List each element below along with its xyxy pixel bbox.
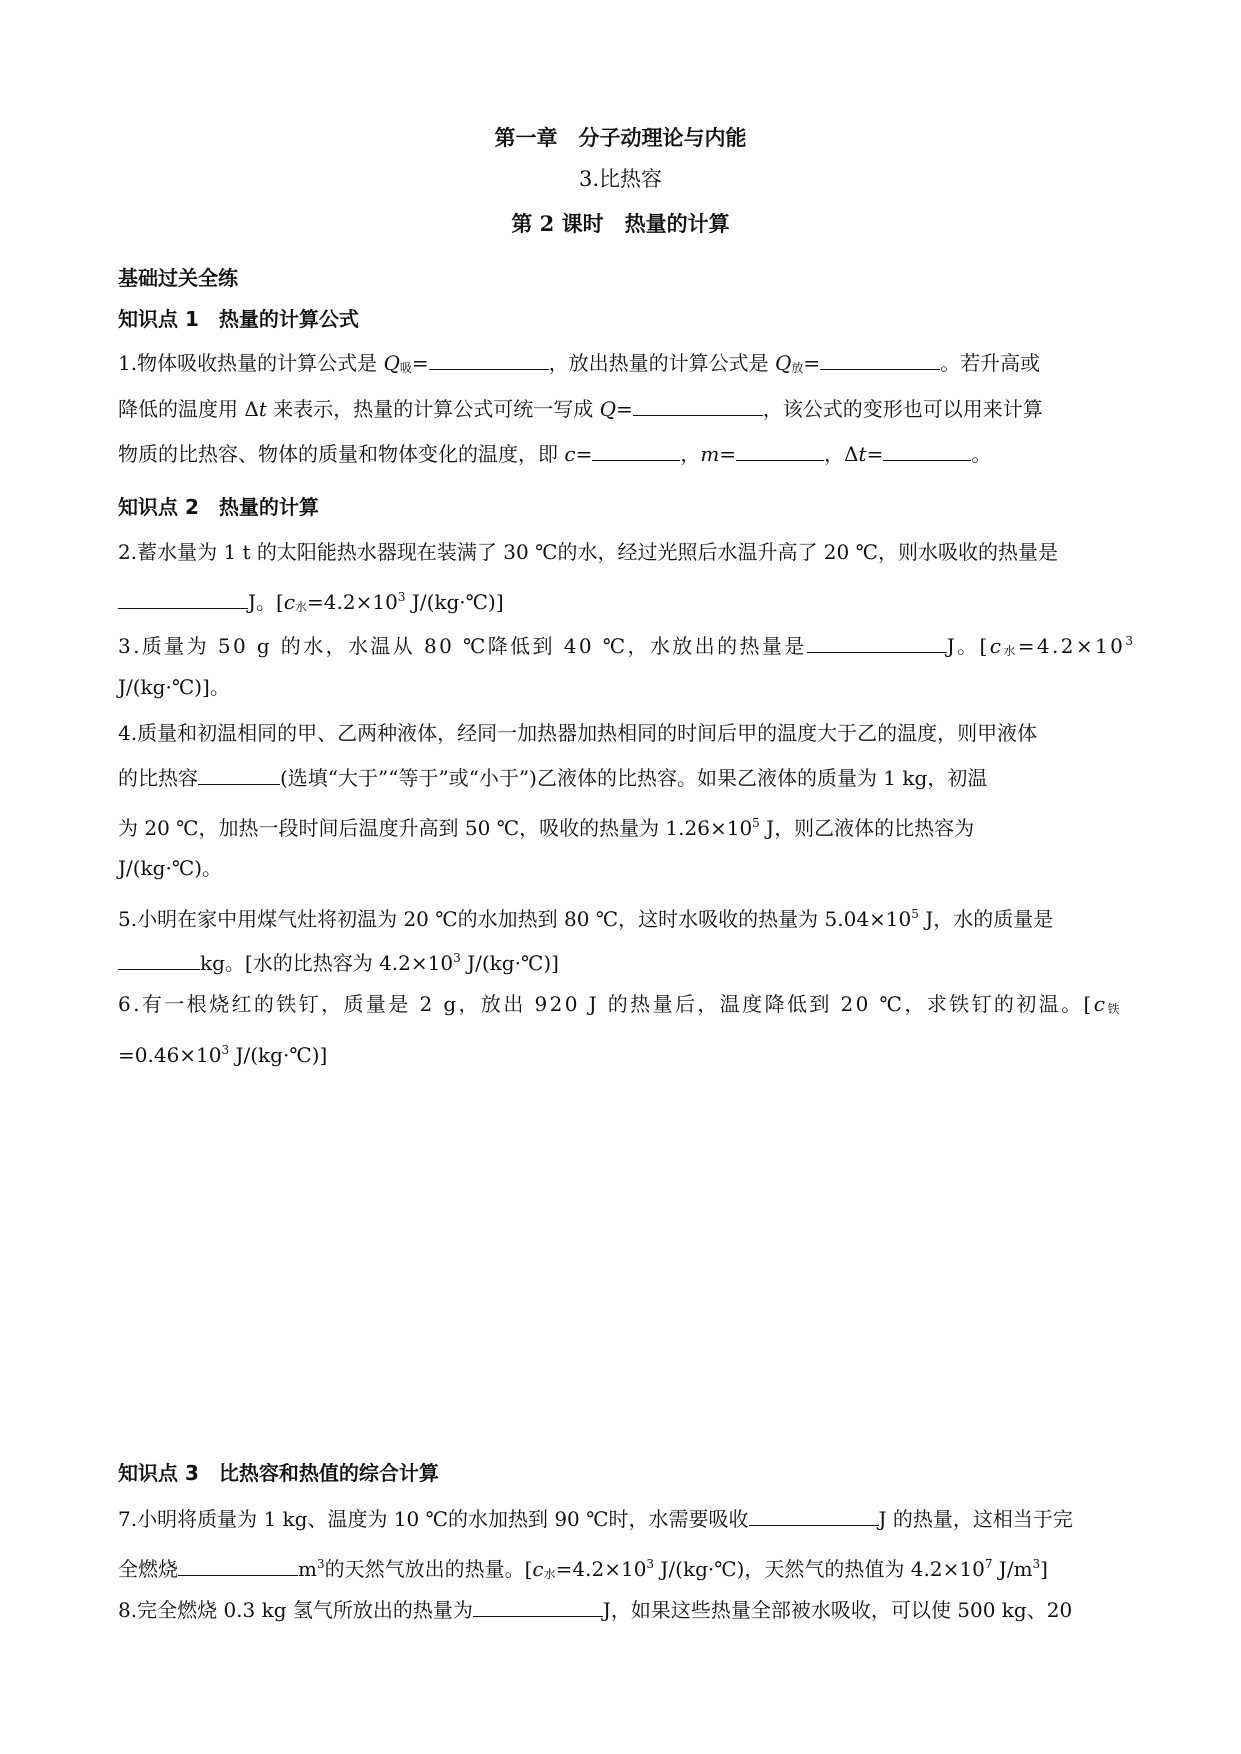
question-7-line-1: 7.小明将质量为 1 kg、温度为 10 ℃的水加热到 90 ℃时，水需要吸收 J 的热量，这相当于完 [118,1507,1073,1531]
answer-blank[interactable] [473,1598,603,1617]
question-1-line-1: 1.物体吸收热量的计算公式是 Q吸= ，放出热量的计算公式是 Q放= 。若升高或 [118,351,1041,375]
answer-blank[interactable] [178,1557,298,1576]
answer-blank[interactable] [118,951,200,970]
question-5-line-1: 5.小明在家中用煤气灶将初温为 20 ℃的水加热到 80 ℃，这时水吸收的热量为 $5.04\times 10^5$ J，水的质量是 [118,907,1054,931]
question-3-line-2: J/(kg·℃)]。 [118,675,230,699]
answer-blank[interactable] [429,351,549,370]
question-1-line-2: 降低的温度用 Δt 来表示，热量的计算公式可统一写成 Q= ，该公式的变形也可以用来计算 [118,397,1043,421]
answer-blank[interactable] [749,1507,879,1526]
part-heading: 基础过关全练 [118,266,238,290]
answer-blank[interactable] [198,766,280,785]
knowledge-point-2-heading: 知识点 2 热量的计算 [118,495,319,519]
answer-blank[interactable] [820,351,940,370]
question-2-line-1: 2.蓄水量为 1 t 的太阳能热水器现在装满了 30 ℃的水，经过光照后水温升高了 20 ℃，则水吸收的热量是 [118,540,1058,564]
question-5-line-2: kg。[水的比热容为 $4.2\times 10^3$ J/(kg·℃)] [118,944,1123,977]
question-4-line-1: 4.质量和初温相同的甲、乙两种液体，经同一加热器加热相同的时间后甲的温度大于乙的温度，则甲液体 [118,721,1038,745]
chapter-title: 第一章 分子动理论与内能 [494,125,747,150]
answer-blank[interactable] [118,590,248,609]
question-1-line-3: 物质的比热容、物体的质量和物体变化的温度，即 c= ，m= ，Δt= 。 [118,442,992,466]
lesson-title: 第 2 课时 热量的计算 [511,211,730,236]
question-4-line-2: 的比热容 (选填“大于”“等于”或“小于”)乙液体的比热容。如果乙液体的质量为 1 kg，初温 [118,766,988,790]
answer-blank[interactable] [736,442,824,461]
question-7-line-2: 全燃烧 $m^3$的天然气放出的热量。[c水$=4.2\times 10^3$ J/(kg·℃)，天然气的热值为 $4.2\times 10^7$ $J/m^3$] [118,1557,1048,1581]
question-6-line-2: $=0.46\times 10^3$ J/(kg·℃)] [118,1043,328,1067]
answer-blank[interactable] [592,442,680,461]
answer-blank[interactable] [807,634,947,653]
question-8-line-1: 8.完全燃烧 0.3 kg 氢气所放出的热量为 J，如果这些热量全部被水吸收，可以使 500 kg、20 [118,1598,1073,1622]
answer-blank[interactable] [633,397,763,416]
answer-blank[interactable] [883,442,971,461]
question-4-line-3: 为 20 ℃，加热一段时间后温度升高到 50 ℃，吸收的热量为 $1.26\times 10^5$ J，则乙液体的比热容为 [118,816,975,840]
question-2-line-2: J。[c水$=4.2\times 10^3$ J/(kg·℃)] [118,583,1123,621]
question-4-line-4: J/(kg·℃)。 [118,856,223,880]
knowledge-point-3-heading: 知识点 3 比热容和热值的综合计算 [118,1461,439,1485]
question-6-line-1: 6.有一根烧红的铁钉，质量是 2 g，放出 920 J 的热量后，温度降低到 20 ℃，求铁钉的初温。[c铁 [118,992,1122,1016]
question-3-line-1: 3.质量为 50 g 的水，水温从 80 ℃降低到 40 ℃，水放出的热量是 J。[c水$=4.2\times 10^3$ [118,634,1136,658]
knowledge-point-1-heading: 知识点 1 热量的计算公式 [118,307,359,331]
section-title: 3.比热容 [578,167,663,191]
